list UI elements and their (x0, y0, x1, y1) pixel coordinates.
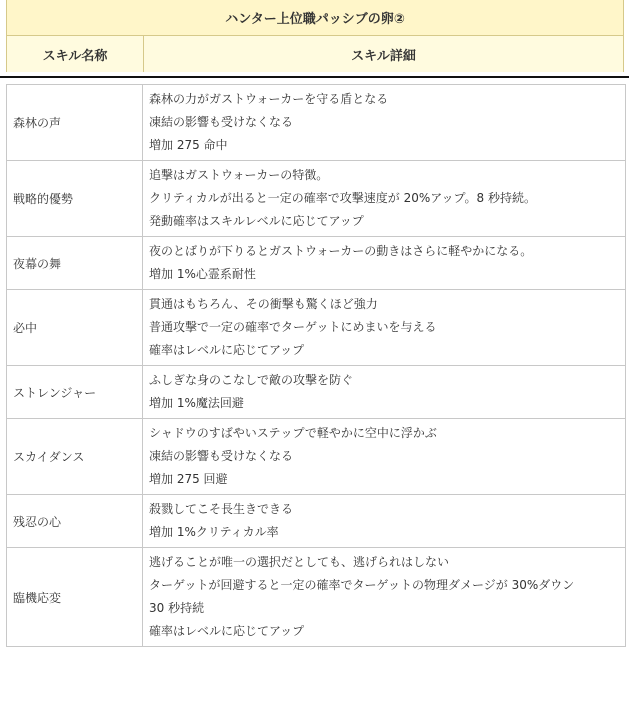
detail-line: 殺戮してこそ長生きできる (149, 502, 294, 516)
table-row (7, 290, 626, 366)
detail-line: 増加 1%クリティカル率 (149, 525, 279, 539)
skill-name: 必中 (7, 290, 143, 366)
detail-line: 貫通はもちろん、その衝撃も驚くほど強力 (149, 297, 378, 311)
table-title: ハンター上位職パッシブの卵② (7, 0, 623, 36)
column-header-row (7, 36, 623, 72)
skill-name: 残忍の心 (7, 495, 143, 548)
skill-table (6, 84, 626, 647)
column-header-skill-name: スキル名称 (7, 36, 144, 72)
table-row (7, 85, 626, 161)
table-row (7, 419, 626, 495)
detail-line: ターゲットが回避すると一定の確率でターゲットの物理ダメージが 30%ダウン (149, 578, 575, 592)
skill-detail (143, 85, 626, 161)
table-row (7, 495, 626, 548)
detail-line: 森林の力がガストウォーカーを守る盾となる (149, 92, 389, 106)
detail-line: 普通攻撃で一定の確率でターゲットにめまいを与える (149, 320, 437, 334)
skill-detail (143, 495, 626, 548)
detail-line: 追撃はガストウォーカーの特徴。 (149, 168, 329, 182)
skill-name: 戦略的優勢 (7, 161, 143, 237)
column-header-skill-detail: スキル詳細 (351, 48, 416, 64)
detail-line: クリティカルが出ると一定の確率で攻撃速度が 20%アップ。8 秒持続。 (149, 191, 536, 205)
skill-detail (143, 419, 626, 495)
table-row (7, 161, 626, 237)
detail-line: 確率はレベルに応じてアップ (149, 343, 305, 357)
table-row (7, 366, 626, 419)
detail-line: 増加 1%心霊系耐性 (149, 267, 256, 281)
detail-line: 夜のとばりが下りるとガストウォーカーの動きはさらに軽やかになる。 (149, 244, 533, 258)
skill-name: スカイダンス (7, 419, 143, 495)
detail-line: 増加 275 回避 (149, 472, 228, 486)
section-divider (0, 76, 629, 78)
detail-line: ふしぎな身のこなしで敵の攻撃を防ぐ (149, 373, 354, 387)
detail-line: シャドウのすばやいステップで軽やかに空中に浮かぶ (149, 426, 437, 440)
skill-name: 森林の声 (7, 85, 143, 161)
detail-line: 発動確率はスキルレベルに応じてアップ (149, 214, 364, 228)
skill-detail (143, 290, 626, 366)
table-row (7, 548, 626, 647)
detail-line: 確率はレベルに応じてアップ (149, 624, 305, 638)
table-row (7, 237, 626, 290)
skill-detail (143, 161, 626, 237)
table-header (6, 0, 624, 72)
skill-name: 臨機応変 (7, 548, 143, 647)
skill-detail (143, 237, 626, 290)
detail-line: 増加 1%魔法回避 (149, 396, 244, 410)
detail-line: 凍結の影響も受けなくなる (149, 449, 294, 463)
skill-name: 夜幕の舞 (7, 237, 143, 290)
detail-line: 30 秒持続 (149, 601, 205, 615)
skill-detail (143, 548, 626, 647)
skill-detail (143, 366, 626, 419)
detail-line: 増加 275 命中 (149, 138, 228, 152)
skill-name: ストレンジャー (7, 366, 143, 419)
detail-line: 凍結の影響も受けなくなる (149, 115, 294, 129)
detail-line: 逃げることが唯一の選択だとしても、逃げられはしない (149, 555, 450, 569)
